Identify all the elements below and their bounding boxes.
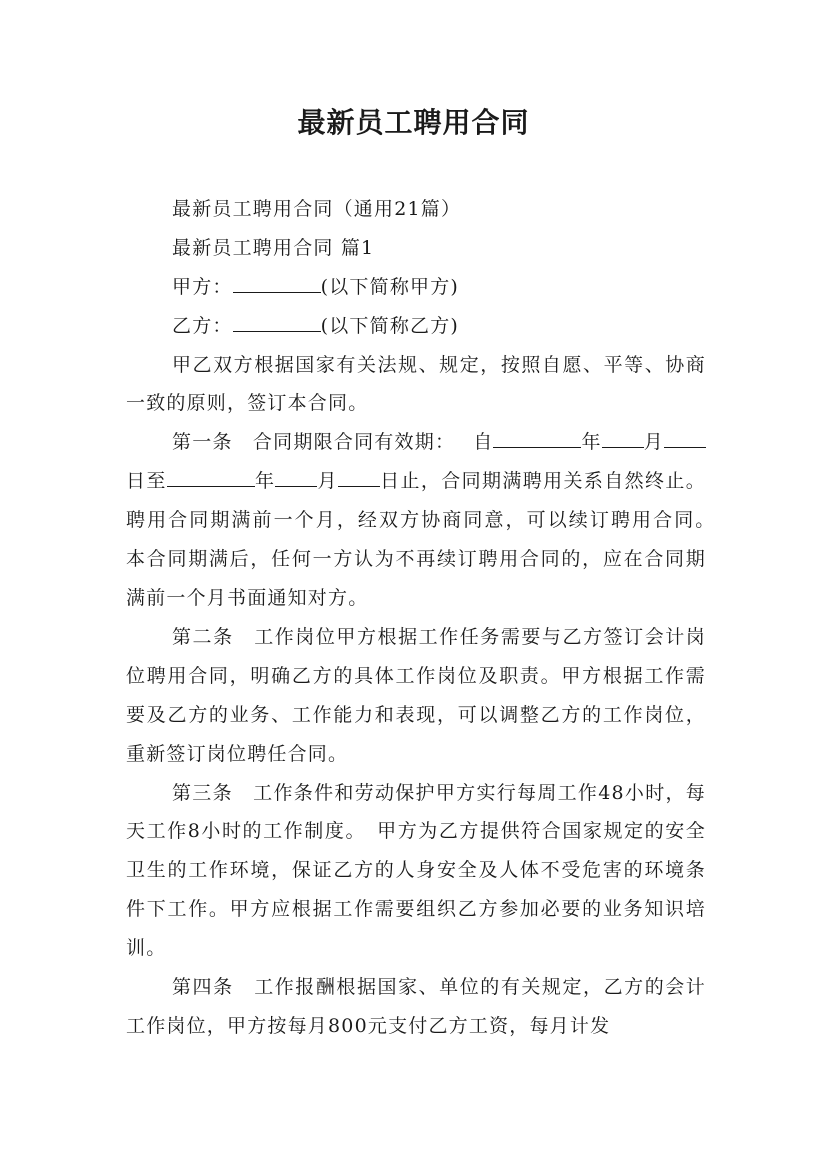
article-1-paragraph [126, 423, 727, 618]
party-b-note: (以下简称乙方) [320, 314, 460, 337]
article-1-tail: 日止，合同期满聘用关系自然终止。聘用合同期满前一个月，经双方协商同意，可以续订聘用合同。 本合同期满后，任何一方认为不再续订聘用合同的，应在合同期满前一个月书面通知对方。 [126, 470, 727, 609]
party-b-line [126, 307, 706, 346]
party-b-blank [233, 309, 321, 332]
section-heading: 最新员工聘用合同 篇1 [172, 236, 375, 259]
end-year-label: 年 [254, 470, 276, 493]
article-3-paragraph: 第三条 工作条件和劳动保护甲方实行每周工作48小时，每天工作8小时的工作制度。 甲方为乙方提供符合国家规定的安全卫生的工作环境，保证乙方的人身安全及人体不受危害的环境条件下工作。甲方应根据工作需要组织乙方参加必要的业务知识培训。 [126, 781, 706, 960]
end-day-blank [338, 464, 380, 487]
document-subtitle: 最新员工聘用合同（通用21篇） [172, 198, 462, 220]
start-month-blank [602, 425, 644, 448]
party-a-note: (以下简称甲方) [320, 275, 460, 298]
article-4-paragraph: 第四条 工作报酬根据国家、单位的有关规定，乙方的会计工作岗位，甲方按每月800元支付乙方工资，每月计发 [126, 976, 706, 1037]
start-day-blank [664, 425, 706, 448]
party-b-label: 乙方： [172, 314, 233, 337]
start-year-label: 年 [581, 431, 602, 454]
start-month-label: 月 [643, 431, 664, 454]
document-title: 最新员工聘用合同 [297, 106, 530, 139]
party-a-blank [233, 270, 321, 293]
intro-paragraph: 甲乙双方根据国家有关法规、规定，按照自愿、平等、协商一致的原则，签订本合同。 [126, 353, 706, 415]
start-day-label: 日至 [126, 470, 167, 493]
document-body [126, 190, 727, 1046]
end-year-blank [167, 464, 255, 487]
article-1-head: 第一条 合同期限合同有效期： 自 [172, 431, 494, 454]
start-year-blank [493, 425, 581, 448]
end-month-blank [275, 464, 317, 487]
party-a-label: 甲方： [172, 275, 233, 298]
end-month-label: 月 [317, 470, 338, 493]
article-2-paragraph: 第二条 工作岗位甲方根据工作任务需要与乙方签订会计岗位聘用合同，明确乙方的具体工作岗位及职责。甲方根据工作需要及乙方的业务、工作能力和表现，可以调整乙方的工作岗位，重新签订岗位聘任合同。 [126, 625, 706, 765]
party-a-line [126, 268, 706, 307]
